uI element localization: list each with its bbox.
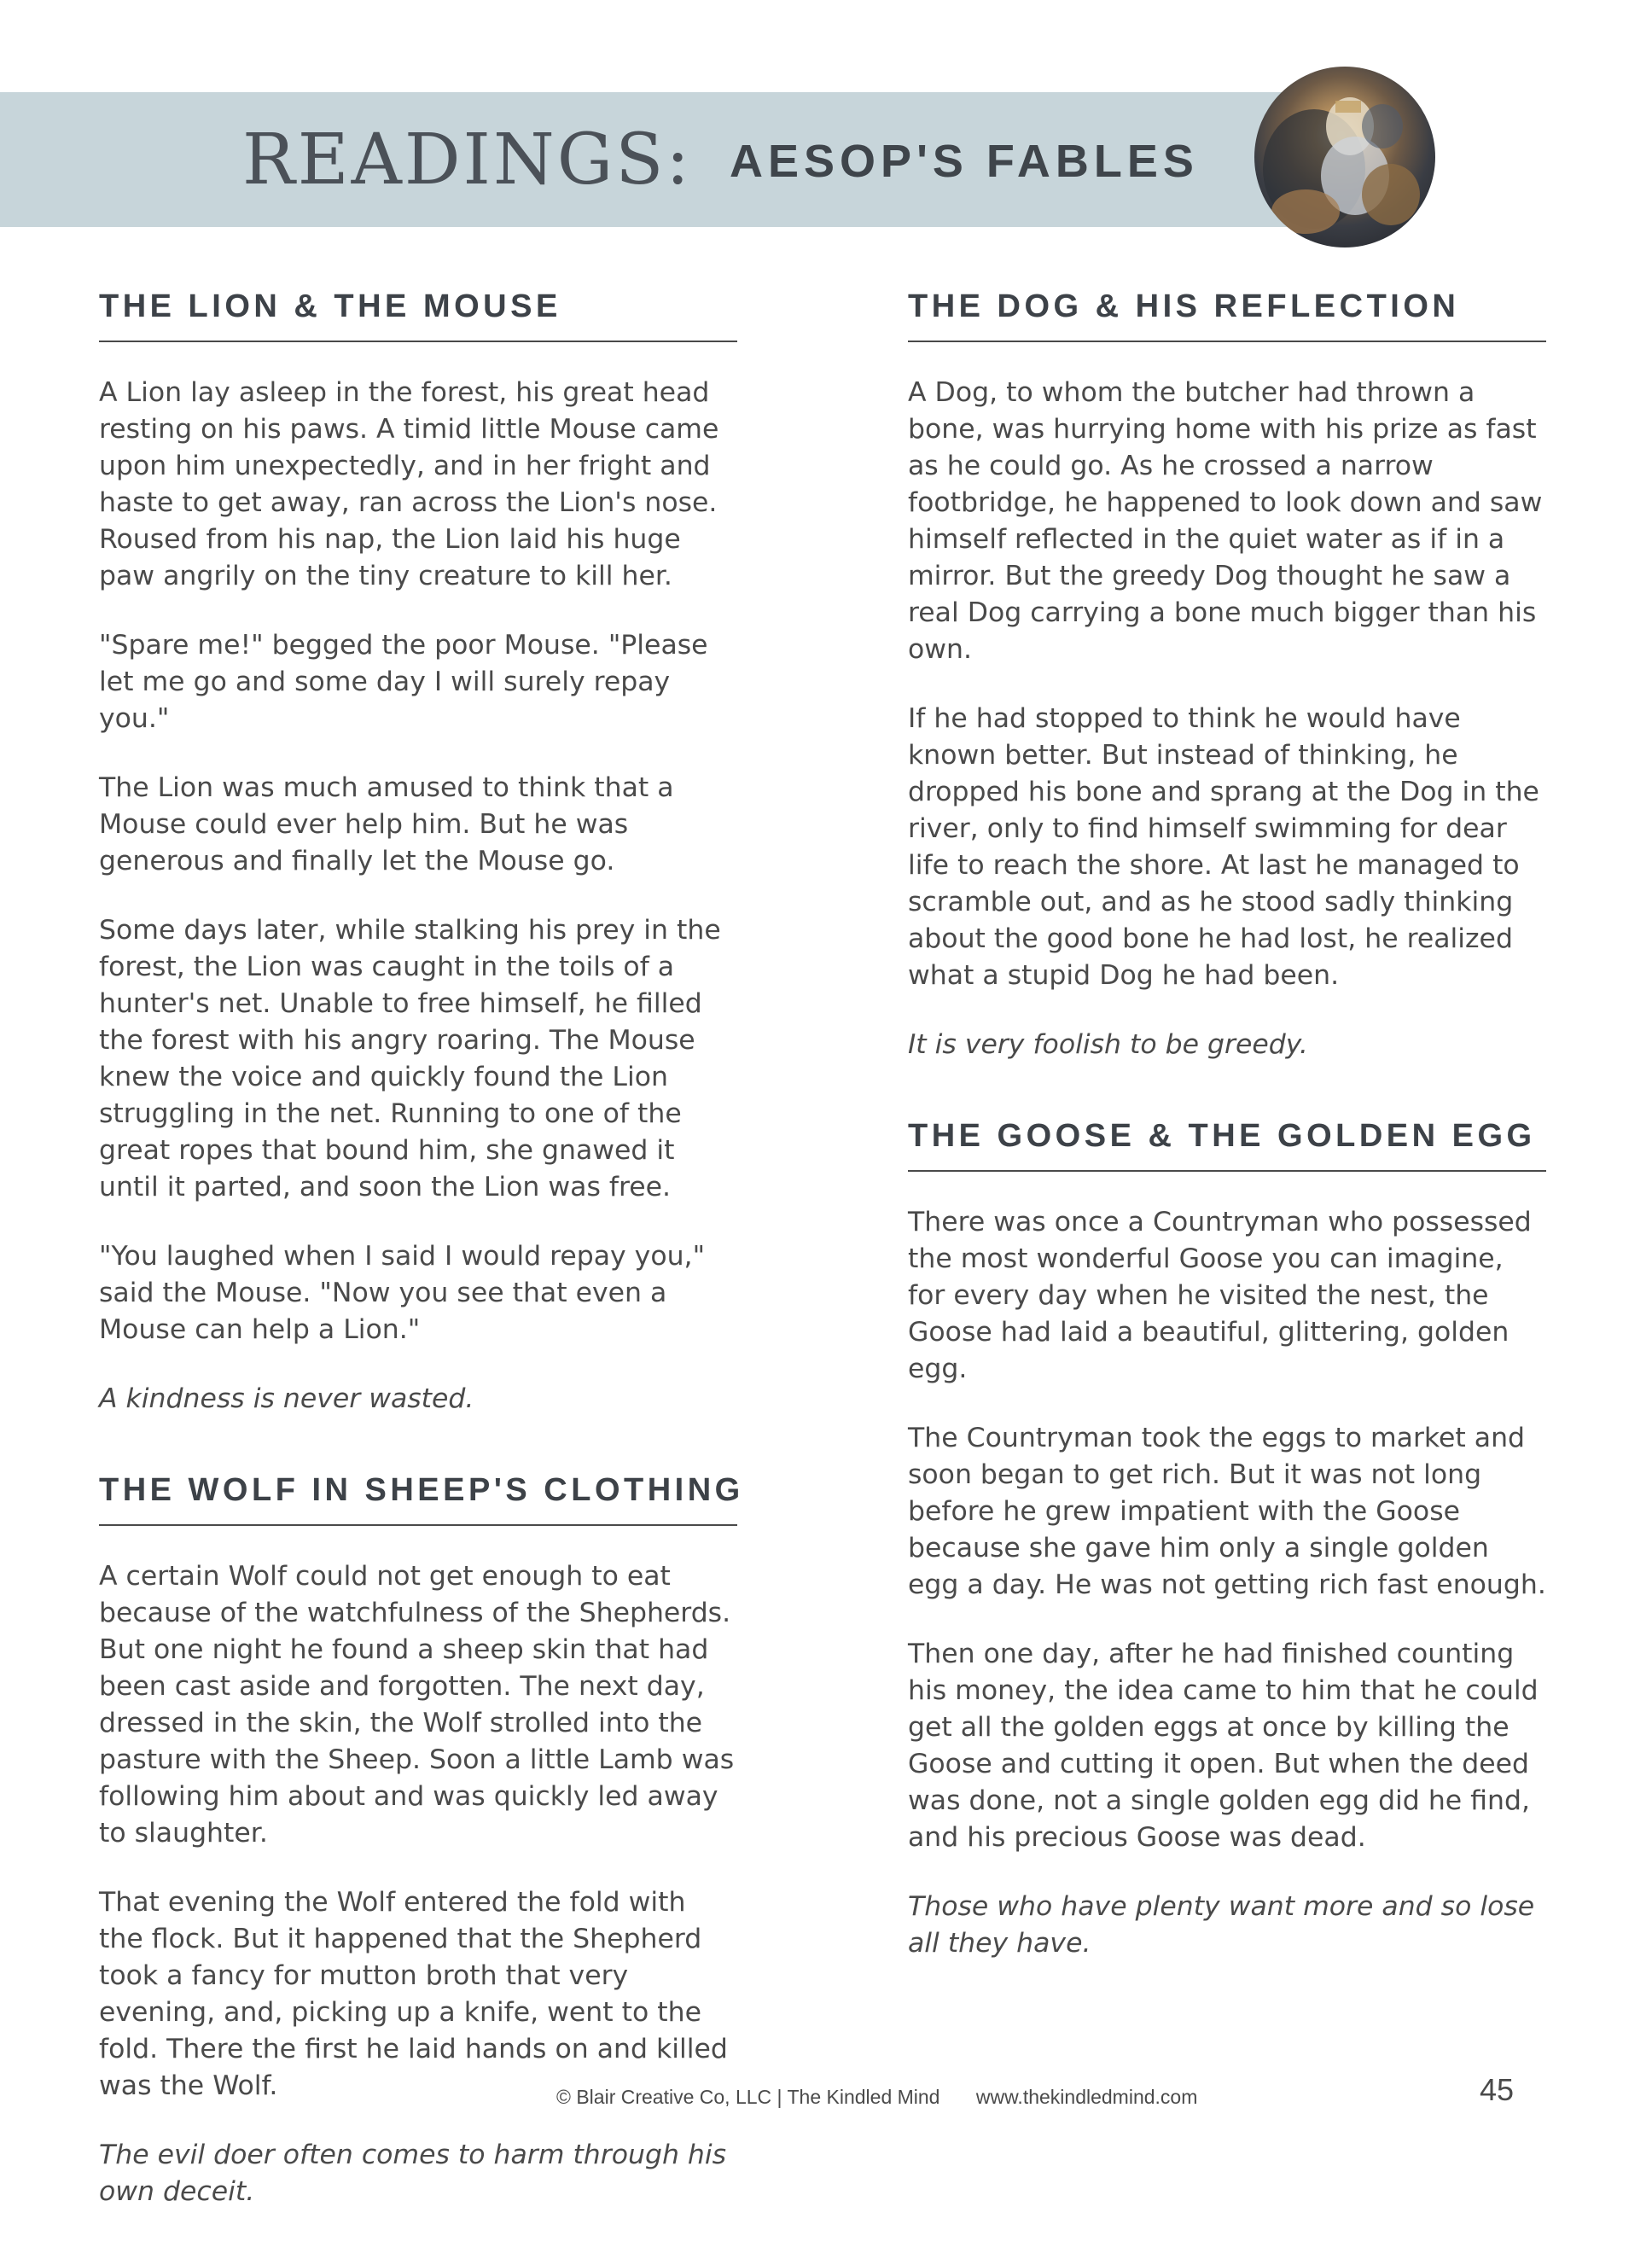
paragraph: The Countryman took the eggs to market and soon began to get rich. But it was not long before he grew impatient with the Goose because she gave him only a single golden egg a day. He was not getting rich fast enough. — [908, 1423, 1546, 1600]
right-column — [908, 288, 1546, 2017]
fable-dog-reflection — [908, 288, 1546, 1063]
paragraph: A Dog, to whom the butcher had thrown a bone, was hurrying home with his prize as fast as he could go. As he crossed a narrow footbridge, he happened to look down and saw himself reflected in the quiet water as if in a mirror. But the greedy Dog thought he saw a real Dog carrying a bone much bigger than his own. — [908, 377, 1543, 665]
paragraph: If he had stopped to think he would have known better. But instead of thinking, he dropped his bone and sprang at the Dog in the river, only to find himself swimming for dear life to reach the shore. At last he managed to scramble out, and as he stood sadly thinking about the good bone he had lost, he realized what a stupid Dog he had been. — [908, 703, 1539, 991]
section-title: THE DOG & HIS REFLECTION — [908, 288, 1546, 342]
paragraph: "Spare me!" begged the poor Mouse. "Please let me go and some day I will surely repay you." — [99, 630, 708, 734]
fable-lion-mouse — [99, 288, 737, 1418]
page-number: 45 — [1480, 2072, 1515, 2107]
left-column — [99, 288, 744, 2265]
section-title: THE GOOSE & THE GOLDEN EGG — [908, 1118, 1546, 1172]
page-title — [242, 109, 1199, 210]
paragraph: The Lion was much amused to think that a Mouse could ever help him. But he was generous and finally let the Mouse go. — [99, 772, 674, 876]
fable-goose-egg — [908, 1118, 1546, 1962]
paragraph: "You laughed when I said I would repay you," said the Mouse. "Now you see that even a Mouse can help a Lion." — [99, 1241, 706, 1345]
section-title: THE LION & THE MOUSE — [99, 288, 737, 342]
section-title: THE WOLF IN SHEEP'S CLOTHING — [99, 1472, 737, 1526]
footer-url: www.thekindledmind.com — [975, 2086, 1198, 2108]
paragraph: A certain Wolf could not get enough to eat because of the watchfulness of the Shepherds. But one night he found a sheep skin that had been cast aside and forgotten. The next day, dressed in the skin, the Wolf strolled into the pasture with the Sheep. Soon a little Lamb was following him about and was quickly led away to slaughter. — [99, 1561, 735, 1849]
footer-copyright: © Blair Creative Co, LLC | The Kindled Mind — [556, 2086, 940, 2108]
paragraph: That evening the Wolf entered the fold with the flock. But it happened that the Shepherd took a fancy for mutton broth that very evening, and, picking up a knife, went to the fold. There the first he laid hands on and killed was the Wolf. — [99, 1887, 728, 2101]
painting-illustration — [1254, 67, 1435, 247]
moral: A kindness is never wasted. — [99, 1383, 474, 1414]
page-subtitle: AESOP'S FABLES — [730, 136, 1199, 187]
page-title-main: READINGS: — [242, 119, 693, 201]
paragraph: There was once a Countryman who possessed the most wonderful Goose you can imagine, for every day when he visited the nest, the Goose had laid a beautiful, glittering, golden egg. — [908, 1207, 1532, 1384]
moral: It is very foolish to be greedy. — [908, 1029, 1308, 1060]
painting-medallion-image — [1254, 67, 1435, 247]
moral: The evil doer often comes to harm through his own deceit. — [99, 2140, 727, 2207]
paragraph: Then one day, after he had finished counting his money, the idea came to him that he could get all the golden eggs at once by killing the Goose and cutting it open. But when the deed was done, not a single golden egg did he find, and his precious Goose was dead. — [908, 1639, 1539, 1853]
paragraph: Some days later, while stalking his prey in the forest, the Lion was caught in the toils of a hunter's net. Unable to free himself, he filled the forest with his angry roaring. The Mouse knew the voice and quickly found the Lion struggling in the net. Running to one of the great ropes that bound him, she gnawed it until it parted, and soon the Lion was free. — [99, 915, 721, 1202]
paragraph: A Lion lay asleep in the forest, his great head resting on his paws. A timid little Mouse came upon him unexpectedly, and in her fright and haste to get away, ran across the Lion's nose. Roused from his nap, the Lion laid his huge paw angrily on the tiny creature to kill her. — [99, 377, 719, 591]
moral: Those who have plenty want more and so lose all they have. — [908, 1891, 1535, 1959]
footer — [556, 2086, 1197, 2109]
